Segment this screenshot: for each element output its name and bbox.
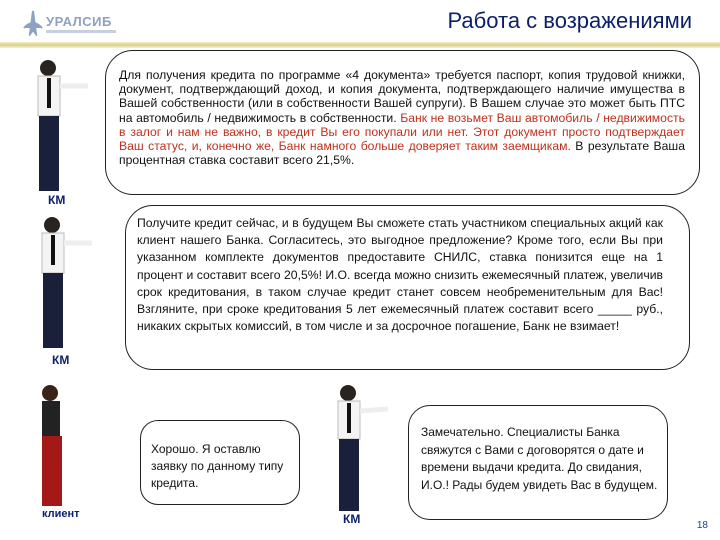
highlighted-text: Банк не возьмет Ваш автомобиль / недвижимость в залог и нам не важно, в кредит Вы его покупали или нет. Этот документ просто подтверждает Ваш статус, и, конечно же, Банк намного больше доверяет таким заемщикам. bbox=[119, 110, 685, 154]
client-figure bbox=[28, 383, 78, 508]
uralsib-logo bbox=[22, 8, 132, 38]
speaker-label: КМ bbox=[52, 353, 70, 367]
speaker-label: КМ bbox=[343, 512, 361, 526]
header-divider bbox=[0, 42, 720, 48]
page-number: 18 bbox=[696, 520, 708, 531]
bubble-text: Для получения кредита по программе «4 документа» требуется паспорт, копия трудовой книжки, документ, подтверждающий доход, и копия документа, подтверждающего наличие имущества в Вашей собственности (или в собственности Вашей супруги). В Вашем случае это может быть ПТС на автомобиль / недвижимость в собственности. bbox=[119, 68, 685, 125]
speech-bubble-1 bbox=[105, 50, 700, 195]
logo-tagline bbox=[46, 30, 116, 33]
manager-figure-2 bbox=[30, 215, 110, 350]
manager-figure-3 bbox=[328, 383, 408, 513]
logo-emblem-icon bbox=[22, 10, 44, 36]
page-title: Работа с возражениями bbox=[447, 8, 692, 33]
manager-figure-1 bbox=[28, 58, 103, 193]
bubble-text: Хорошо. Я оставлю заявку по данному типу кредита. bbox=[151, 442, 284, 490]
speaker-label: КМ bbox=[48, 193, 66, 207]
speaker-label: клиент bbox=[42, 508, 80, 520]
speech-bubble-3 bbox=[140, 420, 300, 505]
bubble-text: Получите кредит сейчас, и в будущем Вы сможете стать участником специальных акций как клиент нашего Банка. Согласитесь, это выгодное предложение? Кроме того, если Вы при указанном комплекте документов предоставите СНИЛС, ставка понизится еще на 1 процент и составит всего 20,5%! И.О. всегда можно снизить ежемесячный платеж, увеличив срок кредитования, в таком случае кредит станет совсем необременительным для Вас! Взгляните, при сроке кредитования 5 лет ежемесячный платеж составит всего _____ руб., никаких скрытых комиссий, в том числе и за досрочное погашение, Банк не взимает! bbox=[137, 216, 663, 334]
speech-bubble-2 bbox=[125, 205, 690, 370]
speech-bubble-4 bbox=[408, 405, 668, 520]
bubble-text: Замечательно. Специалисты Банка свяжутся с Вами с договорятся о дате и времени выдачи кредита. До свидания, И.О.! Рады будем увидеть Вас в будущем. bbox=[421, 425, 658, 492]
logo-text: УРАЛСИБ bbox=[46, 14, 112, 29]
bubble-text-end: В результате Ваша процентная ставка составит всего 21,5%. bbox=[119, 139, 685, 168]
